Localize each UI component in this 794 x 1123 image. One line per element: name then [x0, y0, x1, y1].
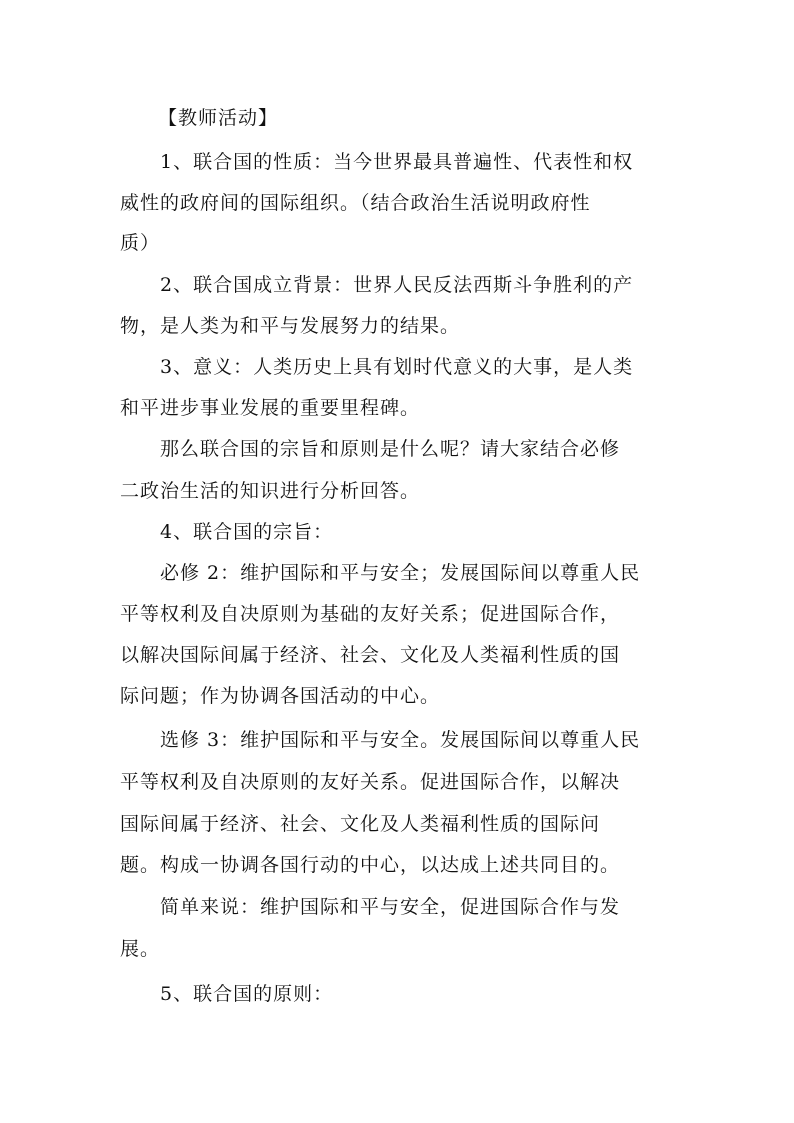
paragraph-line: 题。构成一协调各国行动的中心，以达成上述共同目的。: [120, 854, 621, 876]
paragraph-line: 质）: [120, 232, 161, 254]
paragraph-line: 1、联合国的性质：当今世界最具普遍性、代表性和权: [160, 151, 634, 173]
paragraph-line: 选修 3：维护国际和平与安全。发展国际间以尊重人民: [160, 729, 641, 751]
paragraph-line: 物，是人类为和平与发展努力的结果。: [120, 315, 461, 337]
paragraph-line: 3、意义：人类历史上具有划时代意义的大事，是人类: [160, 356, 634, 378]
paragraph-line: 展。: [120, 938, 161, 960]
paragraph-line: 5、联合国的原则：: [160, 983, 334, 1005]
paragraph-line: 以解决国际间属于经济、社会、文化及人类福利性质的国: [120, 644, 621, 666]
paragraph-line: 4、联合国的宗旨：: [160, 521, 334, 543]
paragraph-line: 威性的政府间的国际组织。（结合政治生活说明政府性: [120, 192, 591, 214]
paragraph-line: 简单来说：维护国际和平与安全，促进国际合作与发: [160, 896, 621, 918]
paragraph-line: 国际间属于经济、社会、文化及人类福利性质的国际问: [120, 813, 601, 835]
paragraph-line: 那么联合国的宗旨和原则是什么呢？请大家结合必修: [160, 438, 621, 460]
paragraph-line: 必修 2：维护国际和平与安全；发展国际间以尊重人民: [160, 562, 641, 584]
paragraph-line: 2、联合国成立背景：世界人民反法西斯斗争胜利的产: [160, 274, 634, 296]
paragraph-line: 际问题；作为协调各国活动的中心。: [120, 685, 441, 707]
paragraph-line: 平等权利及自决原则的友好关系。促进国际合作，以解决: [120, 771, 621, 793]
section-title: 【教师活动】: [158, 107, 279, 129]
paragraph-line: 二政治生活的知识进行分析回答。: [120, 480, 421, 502]
paragraph-line: 平等权利及自决原则为基础的友好关系；促进国际合作，: [120, 603, 621, 625]
paragraph-line: 和平进步事业发展的重要里程碑。: [120, 397, 421, 419]
